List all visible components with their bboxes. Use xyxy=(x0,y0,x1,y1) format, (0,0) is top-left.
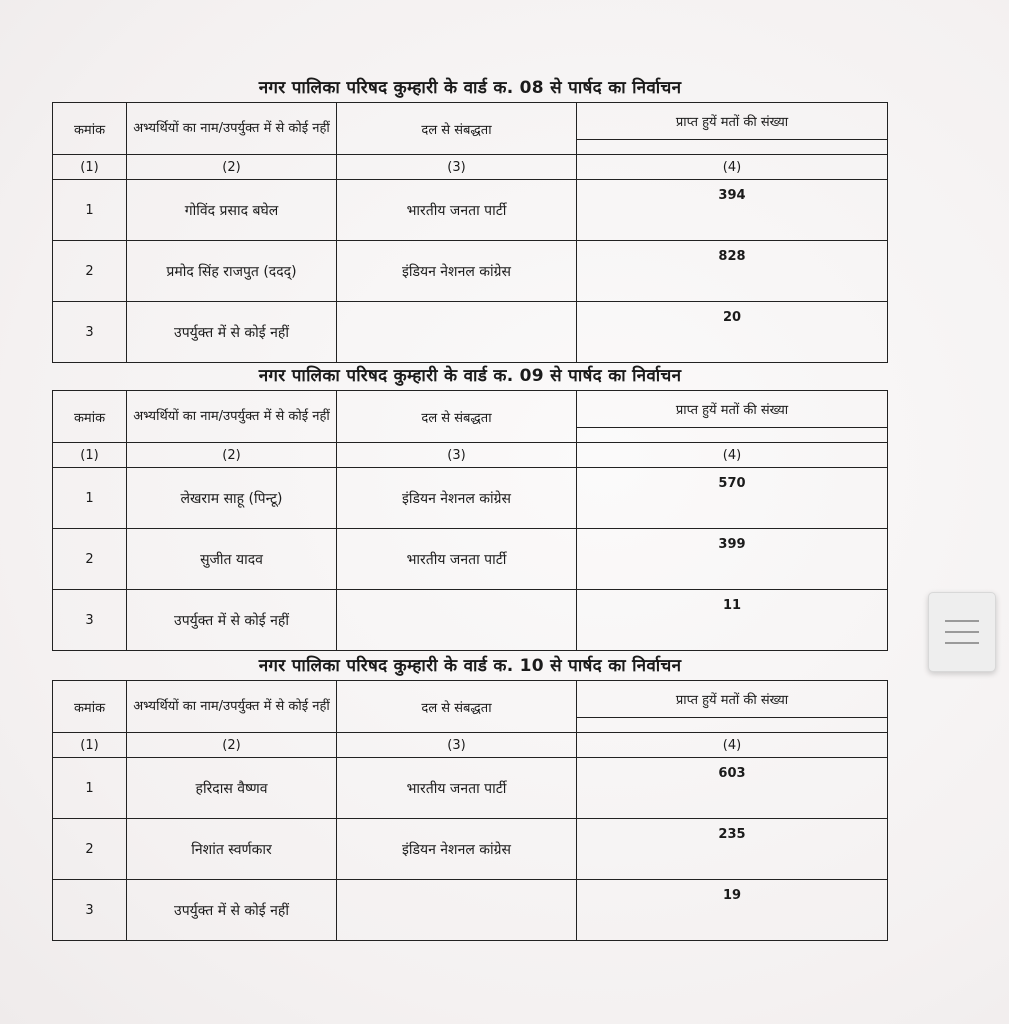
party-cell: भारतीय जनता पार्टी xyxy=(337,758,577,819)
serial-cell: 2 xyxy=(53,819,127,880)
ward-08-section xyxy=(52,74,888,363)
votes-cell: 19 xyxy=(577,880,888,941)
party-cell: इंडियन नेशनल कांग्रेस xyxy=(337,819,577,880)
header-votes-blank xyxy=(577,140,888,155)
header-votes: प्राप्त हुयें मतों की संख्या xyxy=(577,391,888,428)
results-table xyxy=(52,390,888,651)
table-row xyxy=(53,302,888,363)
serial-cell: 1 xyxy=(53,468,127,529)
votes-cell: 20 xyxy=(577,302,888,363)
header-votes-blank xyxy=(577,718,888,733)
hamburger-menu-icon xyxy=(945,620,979,622)
votes-cell: 828 xyxy=(577,241,888,302)
candidate-name: लेखराम साहू (पिन्टू) xyxy=(127,468,337,529)
serial-cell: 1 xyxy=(53,758,127,819)
col-num-1: (1) xyxy=(53,155,127,180)
serial-cell: 2 xyxy=(53,529,127,590)
col-num-3: (3) xyxy=(337,733,577,758)
col-num-1: (1) xyxy=(53,443,127,468)
col-num-3: (3) xyxy=(337,155,577,180)
party-cell: इंडियन नेशनल कांग्रेस xyxy=(337,241,577,302)
ward-title: नगर पालिका परिषद कुम्हारी के वार्ड क. 09 से पार्षद का निर्वाचन xyxy=(258,366,682,386)
header-party: दल से संबद्धता xyxy=(337,391,577,443)
party-cell: भारतीय जनता पार्टी xyxy=(337,180,577,241)
header-votes-blank xyxy=(577,428,888,443)
party-cell: इंडियन नेशनल कांग्रेस xyxy=(337,468,577,529)
col-num-1: (1) xyxy=(53,733,127,758)
col-num-4: (4) xyxy=(577,155,888,180)
serial-cell: 3 xyxy=(53,880,127,941)
table-row xyxy=(53,590,888,651)
header-name: अभ्यर्थियों का नाम/उपर्युक्त में से कोई नहीं xyxy=(127,391,337,443)
candidate-name: निशांत स्वर्णकार xyxy=(127,819,337,880)
table-row xyxy=(53,241,888,302)
col-num-4: (4) xyxy=(577,443,888,468)
candidate-name: प्रमोद सिंह राजपुत (ददद्) xyxy=(127,241,337,302)
party-cell: भारतीय जनता पार्टी xyxy=(337,529,577,590)
col-num-2: (2) xyxy=(127,733,337,758)
header-party: दल से संबद्धता xyxy=(337,103,577,155)
party-cell xyxy=(337,590,577,651)
candidate-name: उपर्युक्त में से कोई नहीं xyxy=(127,880,337,941)
votes-cell: 399 xyxy=(577,529,888,590)
header-name: अभ्यर्थियों का नाम/उपर्युक्त में से कोई नहीं xyxy=(127,103,337,155)
table-row xyxy=(53,819,888,880)
header-serial: कमांक xyxy=(53,681,127,733)
candidate-name: सुजीत यादव xyxy=(127,529,337,590)
votes-cell: 570 xyxy=(577,468,888,529)
menu-button[interactable] xyxy=(928,592,996,672)
header-serial: कमांक xyxy=(53,391,127,443)
table-row xyxy=(53,758,888,819)
hamburger-menu-icon xyxy=(945,642,979,644)
ward-10-section xyxy=(52,652,888,941)
votes-cell: 394 xyxy=(577,180,888,241)
results-table xyxy=(52,680,888,941)
header-name: अभ्यर्थियों का नाम/उपर्युक्त में से कोई नहीं xyxy=(127,681,337,733)
party-cell xyxy=(337,880,577,941)
ward-09-section xyxy=(52,362,888,651)
candidate-name: उपर्युक्त में से कोई नहीं xyxy=(127,302,337,363)
col-num-2: (2) xyxy=(127,443,337,468)
candidate-name: हरिदास वैष्णव xyxy=(127,758,337,819)
results-table xyxy=(52,102,888,363)
col-num-3: (3) xyxy=(337,443,577,468)
ward-title: नगर पालिका परिषद कुम्हारी के वार्ड क. 10 से पार्षद का निर्वाचन xyxy=(258,656,682,676)
serial-cell: 1 xyxy=(53,180,127,241)
serial-cell: 2 xyxy=(53,241,127,302)
table-row xyxy=(53,468,888,529)
candidate-name: गोविंद प्रसाद बघेल xyxy=(127,180,337,241)
hamburger-menu-icon xyxy=(945,631,979,633)
votes-cell: 11 xyxy=(577,590,888,651)
header-votes: प्राप्त हुयें मतों की संख्या xyxy=(577,681,888,718)
party-cell xyxy=(337,302,577,363)
col-num-4: (4) xyxy=(577,733,888,758)
votes-cell: 235 xyxy=(577,819,888,880)
serial-cell: 3 xyxy=(53,302,127,363)
header-serial: कमांक xyxy=(53,103,127,155)
votes-cell: 603 xyxy=(577,758,888,819)
candidate-name: उपर्युक्त में से कोई नहीं xyxy=(127,590,337,651)
serial-cell: 3 xyxy=(53,590,127,651)
table-row xyxy=(53,180,888,241)
col-num-2: (2) xyxy=(127,155,337,180)
table-row xyxy=(53,880,888,941)
table-row xyxy=(53,529,888,590)
ward-title: नगर पालिका परिषद कुम्हारी के वार्ड क. 08 से पार्षद का निर्वाचन xyxy=(258,78,682,98)
header-party: दल से संबद्धता xyxy=(337,681,577,733)
header-votes: प्राप्त हुयें मतों की संख्या xyxy=(577,103,888,140)
